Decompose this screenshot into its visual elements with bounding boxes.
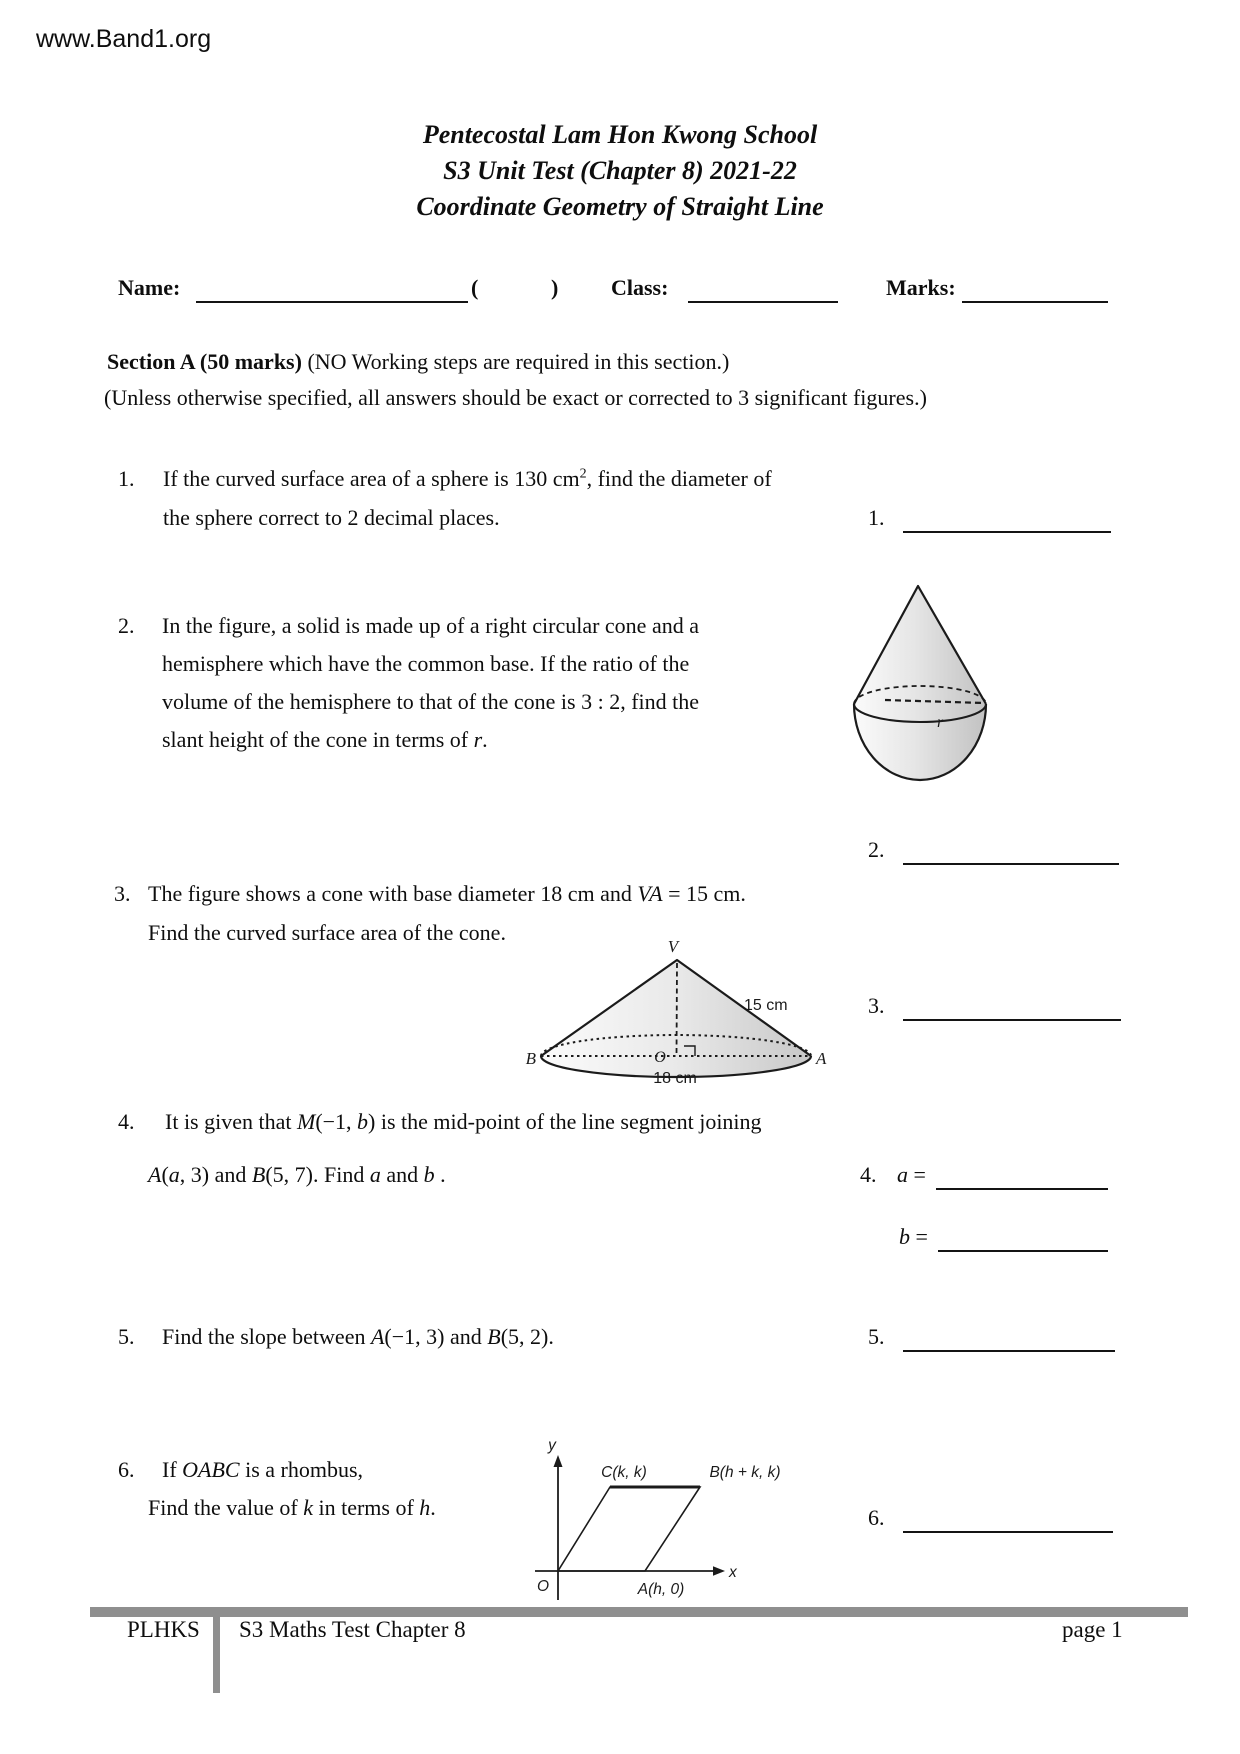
q6-answer-number: 6. <box>868 1505 885 1530</box>
q1-number: 1. <box>118 466 135 491</box>
topic-title: Coordinate Geometry of Straight Line <box>416 192 824 221</box>
q6-line2-c: . <box>430 1495 436 1520</box>
q4-line2-e: and <box>380 1162 424 1187</box>
q4-line2 <box>148 1161 446 1189</box>
q5-var-a: A <box>370 1324 385 1349</box>
section-instruction: (Unless otherwise specified, all answers should be exact or corrected to 3 significant figures.) <box>104 385 927 410</box>
q2-line4-b: . <box>482 727 488 752</box>
q2-line4 <box>162 726 488 754</box>
x-axis-arrow-icon <box>713 1566 725 1576</box>
q6-line2-b: in terms of <box>312 1495 420 1520</box>
q4-line2-b: , 3) and <box>179 1162 252 1187</box>
q4-answer-b-blank <box>938 1223 1108 1252</box>
name-label: Name: <box>118 275 181 300</box>
q6-answer-blank <box>903 1504 1113 1533</box>
test-name-title: S3 Unit Test (Chapter 8) 2021-22 <box>443 156 797 185</box>
point-c-label: C(k, k) <box>601 1464 647 1481</box>
q4-var-a-point: A <box>148 1162 162 1187</box>
q5-answer-blank <box>903 1323 1115 1352</box>
q2-line1: In the figure, a solid is made up of a right circular cone and a <box>162 613 699 638</box>
q2-number: 2. <box>118 613 135 638</box>
q4-var-find-b: b <box>423 1162 435 1187</box>
watermark-url: www.Band1.org <box>36 25 212 53</box>
footer-divider <box>213 1607 220 1693</box>
q5-line1-c: (5, 2). <box>500 1324 554 1349</box>
q4-answer-b-var: b <box>899 1224 910 1249</box>
q5-var-b: B <box>487 1324 501 1349</box>
q1-line1-b: , find the diameter of <box>586 466 772 491</box>
q3-answer-number: 3. <box>868 993 885 1018</box>
q4-answer-b-label <box>899 1223 928 1251</box>
q2-var-r: r <box>473 727 483 752</box>
q5-line1 <box>162 1323 554 1351</box>
q2-answer-blank <box>903 836 1119 865</box>
q4-var-m: M <box>296 1109 316 1134</box>
radius-label: r <box>937 714 944 731</box>
class-label: Class: <box>611 275 669 300</box>
q4-var-find-a: a <box>369 1162 381 1187</box>
q4-var-b: b <box>357 1109 369 1134</box>
q6-number: 6. <box>118 1457 135 1482</box>
x-axis-label: x <box>729 1564 737 1581</box>
q4-line2-a: ( <box>161 1162 169 1187</box>
q4-answer-a-var: a <box>897 1162 908 1187</box>
q4-line2-g: . <box>434 1162 446 1187</box>
q1-line1-a: If the curved surface area of a sphere is 130 cm <box>163 466 580 491</box>
q4-line1-b: (−1, <box>315 1109 358 1134</box>
rhombus-outline <box>558 1487 700 1571</box>
q4-var-a-coord: a <box>168 1162 180 1187</box>
q3-line1-a: The figure shows a cone with base diameter 18 cm and <box>148 881 638 906</box>
q4-answer-a-label <box>897 1161 926 1189</box>
q4-line1 <box>165 1108 762 1136</box>
footer-doc-title: S3 Maths Test Chapter 8 <box>239 1617 466 1642</box>
center-o-label: O <box>654 1049 666 1066</box>
q3-answer-blank <box>903 992 1121 1021</box>
q6-var-h: h <box>419 1495 431 1520</box>
open-paren: ( <box>471 275 479 300</box>
y-axis-arrow-icon <box>554 1455 563 1467</box>
q6-line2 <box>148 1494 436 1522</box>
footer-page-number: page 1 <box>1062 1617 1123 1642</box>
q1-answer-number: 1. <box>868 505 885 530</box>
q2-answer-number: 2. <box>868 837 885 862</box>
slant-length-label: 15 cm <box>744 997 788 1014</box>
q4-line2-c: (5, 7). Find <box>265 1162 370 1187</box>
class-blank <box>688 274 838 303</box>
point-b-label: B <box>525 1049 536 1068</box>
q6-line1 <box>162 1456 363 1484</box>
q6-line2-a: Find the value of <box>148 1495 304 1520</box>
q5-number: 5. <box>118 1324 135 1349</box>
q3-number: 3. <box>114 881 131 906</box>
section-heading-bold: Section A (50 marks) <box>107 349 302 374</box>
q4-var-b-point: B <box>251 1162 266 1187</box>
q4-answer-a-blank <box>936 1161 1108 1190</box>
section-heading-note: (NO Working steps are required in this section.) <box>301 349 730 374</box>
q1-line1 <box>163 465 772 493</box>
q2-line3: volume of the hemisphere to that of the cone is 3 : 2, find the <box>162 689 700 714</box>
q1-superscript: 2 <box>579 466 587 482</box>
q4-answer-a-eq: = <box>908 1162 926 1187</box>
name-blank <box>196 274 468 303</box>
q2-line4-a: slant height of the cone in terms of <box>162 727 474 752</box>
vertex-label: V <box>667 937 679 956</box>
q5-line1-a: Find the slope between <box>162 1324 371 1349</box>
school-name-title: Pentecostal Lam Hon Kwong School <box>422 120 818 149</box>
q5-answer-number: 5. <box>868 1324 885 1349</box>
q4-answer-number: 4. <box>860 1162 877 1187</box>
q3-line1-b: = 15 cm. <box>662 881 746 906</box>
q4-number: 4. <box>118 1109 135 1134</box>
y-axis-label: y <box>548 1437 556 1454</box>
q6-var-k: k <box>303 1495 313 1520</box>
q2-line2: hemisphere which have the common base. If the ratio of the <box>162 651 690 676</box>
q6-line1-a: If <box>162 1457 183 1482</box>
q3-line2: Find the curved surface area of the cone. <box>148 920 506 945</box>
q4-line1-a: It is given that <box>165 1109 297 1134</box>
q6-line1-b: is a rhombus, <box>239 1457 364 1482</box>
footer-school-abbr: PLHKS <box>127 1617 200 1642</box>
point-a-label: A <box>816 1049 827 1068</box>
origin-label: O <box>536 1578 550 1595</box>
q5-line1-b: (−1, 3) and <box>384 1324 488 1349</box>
q4-line1-c: ) is the mid-point of the line segment joining <box>368 1109 762 1134</box>
diameter-length-label: 18 cm <box>653 1070 697 1087</box>
q1-line2: the sphere correct to 2 decimal places. <box>163 505 500 530</box>
q2-figure-cone-hemisphere <box>845 570 1005 790</box>
q6-var-oabc: OABC <box>182 1457 240 1482</box>
q3-var-va: VA <box>637 881 663 906</box>
section-heading <box>107 348 729 376</box>
q3-figure-cone <box>523 930 833 1100</box>
q1-answer-blank <box>903 504 1111 533</box>
q6-figure-rhombus <box>518 1428 810 1620</box>
q3-line1 <box>148 880 746 908</box>
q4-answer-b-eq: = <box>910 1224 928 1249</box>
marks-blank <box>962 274 1108 303</box>
close-paren: ) <box>551 275 559 300</box>
marks-label: Marks: <box>886 275 956 300</box>
point-a-label: A(h, 0) <box>637 1581 685 1598</box>
point-b-label: B(h + k, k) <box>709 1464 781 1481</box>
